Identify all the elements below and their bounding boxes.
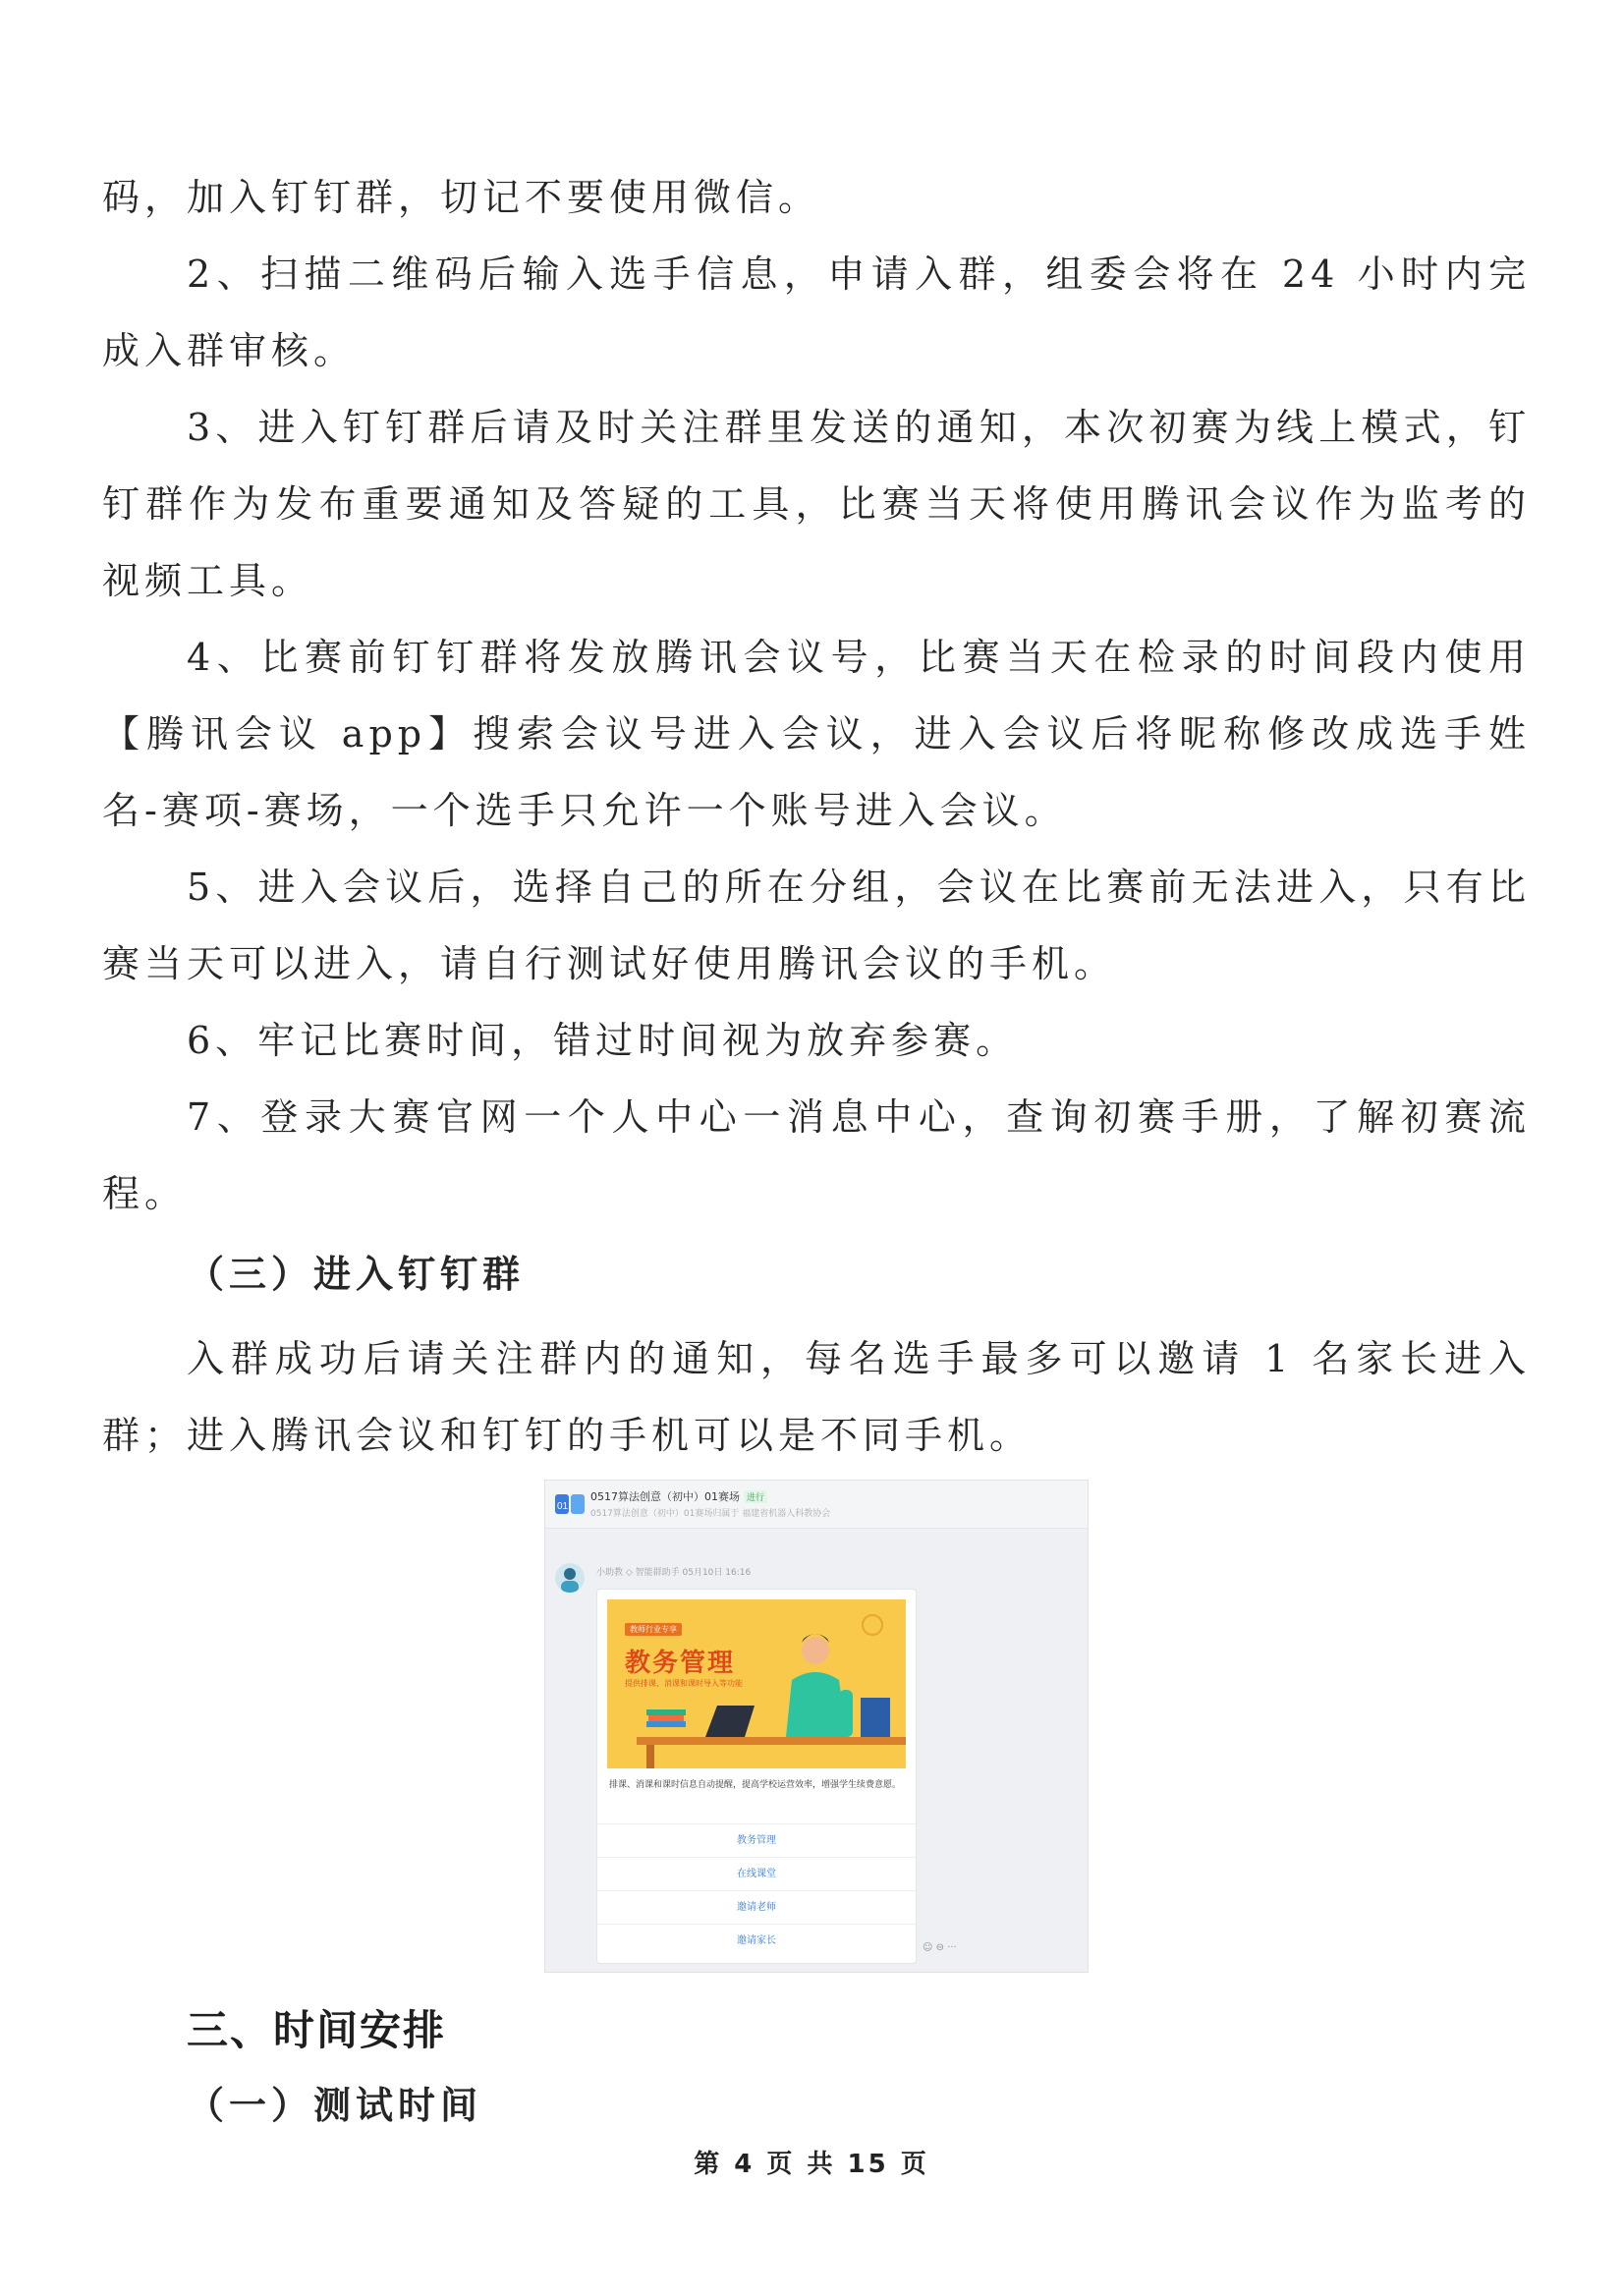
paragraph-item-5: 5、进入会议后，选择自己的所在分组，会议在比赛前无法进入，只有比赛当天可以进入，请自行测试好使用腾讯会议的手机。 (102, 866, 1531, 985)
sender-line: 小助教 ◇ 智能群助手 05月10日 16:16 (596, 1568, 752, 1578)
paragraph-item-3: 3、进入钉钉群后请及时关注群里发送的通知，本次初赛为线上模式，钉钉群作为发布重要通知及答疑的工具，比赛当天将使用腾讯会议作为监考的视频工具。 (102, 406, 1531, 602)
paragraph-line-top: 码，加入钉钉群，切记不要使用微信。 (102, 176, 821, 219)
dingtalk-screenshot (544, 1480, 1089, 1973)
sub-heading-test-time: （一）测试时间 (187, 2083, 483, 2127)
paragraph-join-group: 入群成功后请关注群内的通知，每名选手最多可以邀请 1 名家长进入群；进入腾讯会议和钉钉的手机可以是不同手机。 (102, 1337, 1531, 1457)
sender-avatar (555, 1563, 585, 1593)
page-footer: 第 4 页 共 15 页 (694, 2150, 929, 2179)
group-logo-icon (555, 1492, 585, 1516)
group-title: 0517算法创意（初中）01赛场 进行 (590, 1488, 767, 1504)
link-academic-admin[interactable]: 教务管理 (597, 1823, 916, 1858)
teacher-illustration (607, 1599, 906, 1768)
promo-banner (607, 1599, 906, 1768)
svg-text:01: 01 (557, 1501, 569, 1512)
paragraph-item-6: 6、牢记比赛时间，错过时间视为放弃参赛。 (187, 1019, 1019, 1062)
group-header (545, 1481, 1088, 1529)
section-heading-schedule: 三、时间安排 (187, 2006, 447, 2054)
message-tools[interactable]: ☺ ⊖ ··· (923, 1942, 957, 1953)
banner-subtitle: 提供排课、消课和课时导入等功能 (625, 1679, 743, 1688)
link-online-classroom[interactable]: 在线课堂 (597, 1857, 916, 1891)
group-subtitle: 0517算法创意（初中）01赛场归属于 福建省机器人科教协会 (590, 1509, 831, 1519)
link-invite-teacher[interactable]: 邀请老师 (597, 1890, 916, 1925)
paragraph-item-7: 7、登录大赛官网一个人中心一消息中心，查询初赛手册，了解初赛流程。 (102, 1095, 1531, 1215)
card-description: 排课、消课和课时信息自动提醒，提高学校运营效率，增强学生续费意愿。 (609, 1780, 902, 1790)
banner-title: 教务管理 (625, 1649, 736, 1678)
sub-heading-join-dingtalk: （三）进入钉钉群 (187, 1252, 526, 1296)
paragraph-item-4: 4、比赛前钉钉群将发放腾讯会议号，比赛当天在检录的时间段内使用【腾讯会议 app】搜索会议号进入会议，进入会议后将昵称修改成选手姓名-赛项-赛场，一个选手只允许一个账号进入会议。 (102, 636, 1531, 832)
banner-tag: 教师行业专享 (625, 1623, 682, 1636)
avatar-person-icon (555, 1563, 585, 1593)
paragraph-item-2: 2、扫描二维码后输入选手信息，申请入群，组委会将在 24 小时内完成入群审核。 (102, 252, 1531, 372)
message-card (596, 1589, 917, 1964)
link-invite-parent[interactable]: 邀请家长 (597, 1924, 916, 1958)
group-status-tag: 进行 (744, 1490, 767, 1503)
